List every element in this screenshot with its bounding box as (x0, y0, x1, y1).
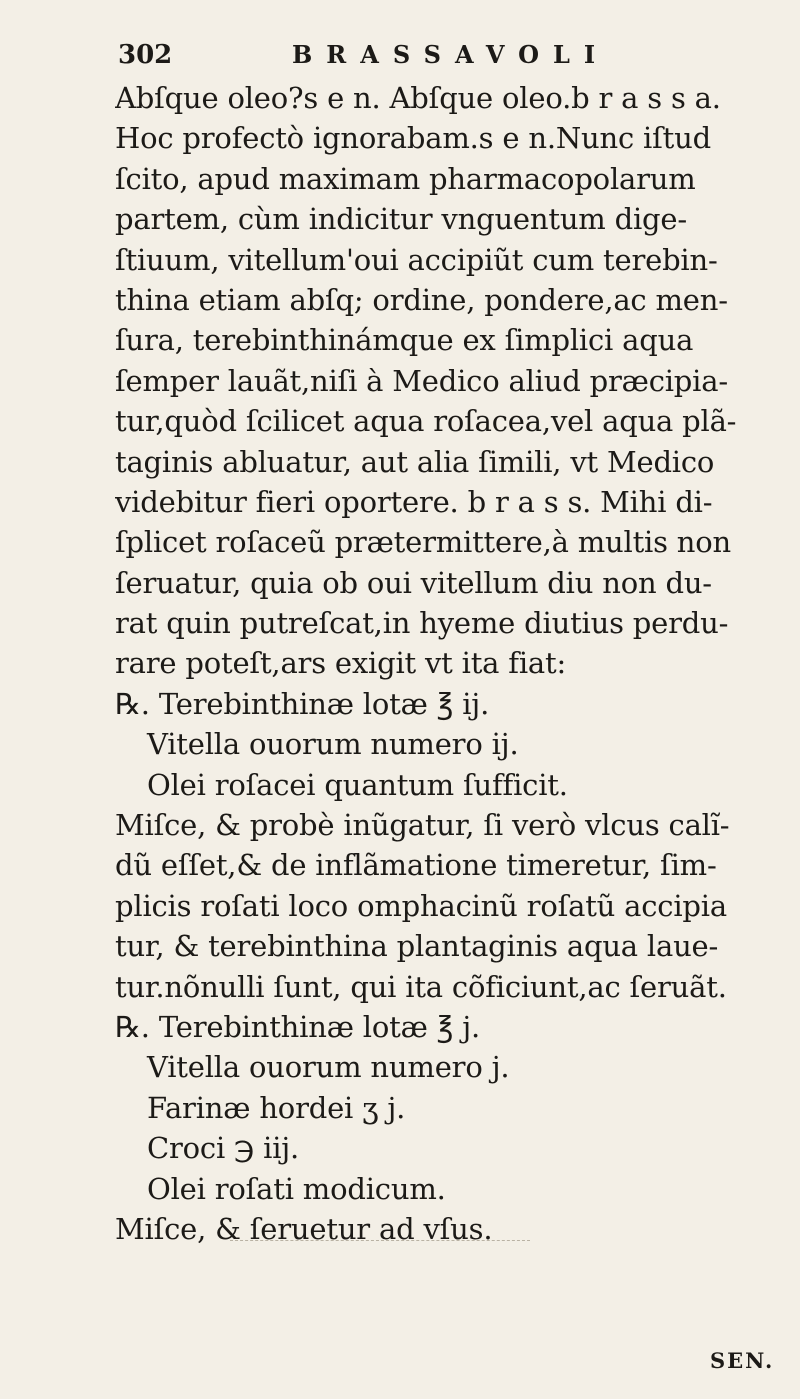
recipe-line: Vitella ouorum numero j. (147, 1050, 510, 1085)
text-line: thina etiam abſq; ordine, pondere,ac men- (115, 282, 728, 317)
text-line: Miſce, & probè inũgatur, ſi verò vlcus calĩ- (115, 808, 730, 843)
text-line: tur.nõnulli ſunt, qui ita cõficiunt,ac ſeruãt. (115, 969, 727, 1004)
text-line: ſura, terebinthinámque ex ſimplici aqua (115, 323, 694, 358)
running-head: BRASSAVOLI (292, 40, 610, 69)
text-line: tur, & terebinthina plantaginis aqua laue- (115, 929, 719, 964)
recipe-line: Croci ℈ iij. (147, 1131, 300, 1166)
text-line: ſcito, apud maximam pharmacopolarum (115, 161, 696, 196)
recipe-line: Olei roſacei quantum ſufficit. (147, 767, 568, 802)
text-line: Miſce, & ſeruetur ad vſus. (115, 1211, 493, 1246)
text-line: partem, cùm indicitur vnguentum dige- (115, 202, 687, 237)
text-line: dũ eſſet,& de inflãmatione timeretur, ſim- (115, 848, 717, 883)
text-line: Hoc profectò ignorabam.s e n.Nunc iſtud (115, 121, 711, 156)
text-line: taginis abluatur, aut alia ſimili, vt Medico (115, 444, 715, 479)
text-line: ſtiuum, vitellum'oui accipiũt cum terebin- (115, 242, 718, 277)
catchword: SEN. (710, 1348, 775, 1373)
recipe-line: Olei roſati modicum. (147, 1171, 446, 1206)
bleed-through-rule (230, 1240, 530, 1241)
recipe-line: Farinæ hordei ʒ j. (147, 1090, 406, 1125)
text-line: plicis roſati loco omphacinũ roſatũ accipia (115, 888, 727, 923)
body-text (115, 78, 775, 1249)
text-line: tur,quòd ſcilicet aqua roſacea,vel aqua plã- (115, 404, 737, 439)
recipe-line: ℞. Terebinthinæ lotæ ℥ j. (115, 1009, 481, 1044)
text-line: rat quin putreſcat,in hyeme diutius perdu- (115, 606, 729, 641)
recipe-line: Vitella ouorum numero ij. (147, 727, 519, 762)
text-line: videbitur fieri oportere. b r a s s. Mihi di- (115, 484, 713, 519)
text-line: ſplicet roſaceũ prætermittere,à multis non (115, 525, 732, 560)
recipe-line: ℞. Terebinthinæ lotæ ℥ ij. (115, 686, 490, 721)
text-line: ſeruatur, quia ob oui vitellum diu non du- (115, 565, 712, 600)
text-line: ſemper lauãt,niſi à Medico aliud præcipia- (115, 363, 728, 398)
text-line: rare poteſt,ars exigit vt ita fiat: (115, 646, 567, 681)
page-number: 302 (118, 40, 173, 70)
text-line: Abſque oleo?s e n. Abſque oleo.b r a s s a. (115, 81, 721, 115)
